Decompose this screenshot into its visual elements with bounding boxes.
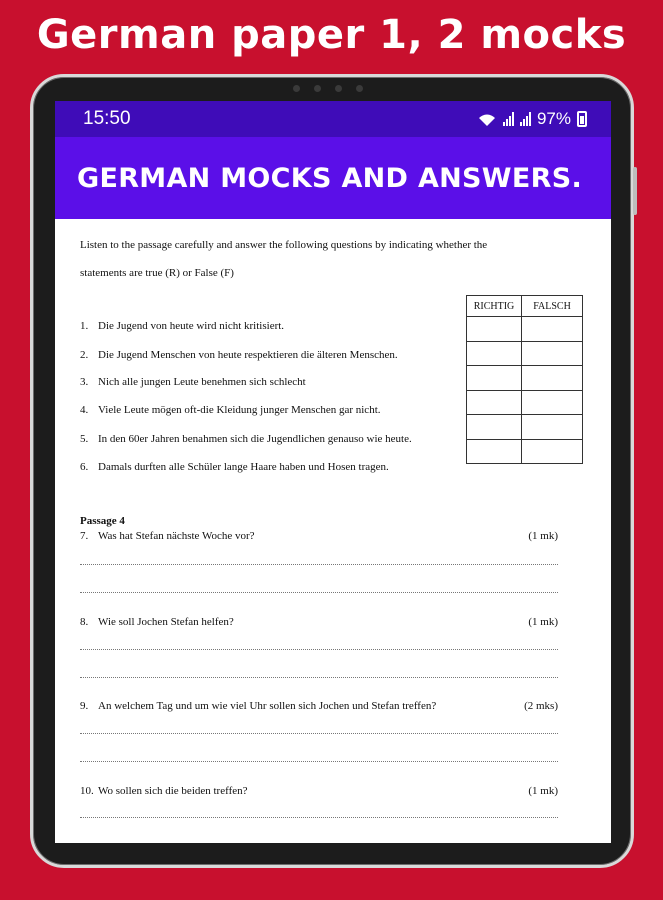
cell [467, 317, 522, 342]
answer-line [80, 761, 558, 762]
cell [522, 439, 583, 464]
question-item: 9. An welchem Tag und um wie viel Uhr sollen sich Jochen und Stefan treffen? (2 mks) [80, 700, 558, 712]
instructions [80, 231, 550, 287]
cell [522, 317, 583, 342]
statement-item: 4. Viele Leute mögen oft-die Kleidung junger Menschen gar nicht. [80, 404, 381, 416]
answer-table [466, 295, 583, 464]
answer-line [80, 564, 558, 565]
side-button [633, 167, 637, 215]
cell [467, 439, 522, 464]
question-item: 7. Was hat Stefan nächste Woche vor? (1 mk) [80, 530, 558, 542]
screen [55, 101, 611, 843]
question-item: 8. Wie soll Jochen Stefan helfen? (1 mk) [80, 616, 558, 628]
document-view[interactable] [55, 219, 611, 843]
statement-item: 3. Nich alle jungen Leute benehmen sich schlecht [80, 376, 306, 388]
statement-item: 1. Die Jugend von heute wird nicht kritisiert. [80, 320, 285, 332]
signal-icon-2 [520, 112, 531, 126]
status-bar [55, 101, 611, 137]
camera-dots [293, 85, 363, 92]
instruction-line-2: statements are true (R) or False (F) [80, 267, 234, 279]
app-title: GERMAN MOCKS AND ANSWERS. [77, 162, 583, 194]
question-item: 10. Wo sollen sich die beiden treffen? (1 mk) [80, 785, 558, 797]
answer-line [80, 733, 558, 734]
wifi-icon [477, 112, 497, 127]
cell [467, 415, 522, 440]
answer-line [80, 649, 558, 650]
passage-title: Passage 4 [80, 515, 125, 527]
header-richtig: RICHTIG [467, 296, 522, 317]
answer-line [80, 677, 558, 678]
cell [467, 341, 522, 366]
answer-line [80, 817, 558, 818]
tablet-frame [30, 74, 634, 868]
cell [522, 415, 583, 440]
answer-line [80, 592, 558, 593]
cell [467, 366, 522, 391]
status-time: 15:50 [83, 108, 131, 129]
app-bar [55, 137, 611, 219]
promo-title: German paper 1, 2 mocks [36, 12, 627, 58]
header-falsch: FALSCH [522, 296, 583, 317]
cell [522, 390, 583, 415]
battery-percent: 97% [536, 109, 571, 128]
instruction-line-1: Listen to the passage carefully and answer the following questions by indicating whether the [80, 239, 488, 251]
statement-item: 5. In den 60er Jahren benahmen sich die Jugendlichen genauso wie heute. [80, 433, 412, 445]
signal-icon [503, 112, 514, 126]
cell [467, 390, 522, 415]
battery-icon [577, 111, 587, 127]
statement-item: 6. Damals durften alle Schüler lange Haare haben und Hosen tragen. [80, 461, 389, 473]
cell [522, 366, 583, 391]
status-icons [477, 109, 587, 129]
statement-item: 2. Die Jugend Menschen von heute respektieren die älteren Menschen. [80, 349, 398, 361]
cell [522, 341, 583, 366]
